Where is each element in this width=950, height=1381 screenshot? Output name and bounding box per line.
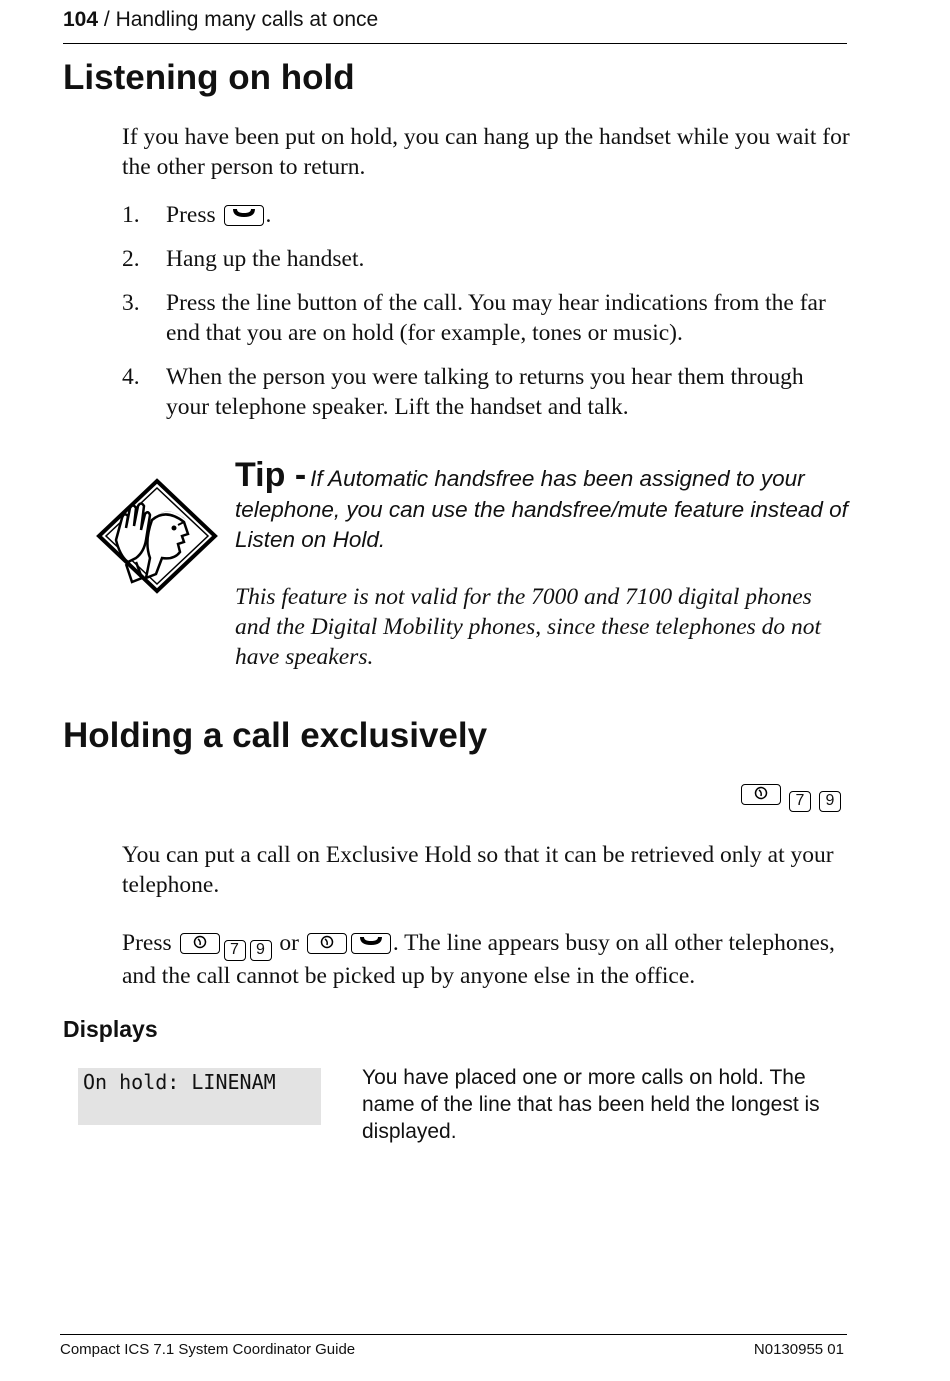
step-4 xyxy=(122,362,852,422)
page-number: 104 xyxy=(63,8,99,31)
digit-key-9: 9 xyxy=(250,940,272,961)
press-word: Press xyxy=(122,930,172,956)
step-number: 2. xyxy=(122,246,140,272)
tip-note: This feature is not valid for the 7000 and 7100 digital phones and the Digital Mobility phones, since these telephones do not have speakers. xyxy=(235,584,822,670)
step-3 xyxy=(122,288,852,348)
step-text-end: . xyxy=(265,202,272,228)
step-text: Hang up the handset. xyxy=(166,246,365,272)
listening-steps xyxy=(122,200,852,436)
or-word: or xyxy=(279,930,299,956)
header-separator: / xyxy=(98,8,116,31)
footer-doc-number: N0130955 01 xyxy=(753,1341,844,1358)
exclusive-hold-instructions xyxy=(122,928,852,991)
tip-block xyxy=(235,456,850,555)
instructions-end: . The line appears busy on all other telephones, and the call cannot be picked up by anyone else in the office. xyxy=(122,930,835,989)
digit-key-7: 7 xyxy=(224,940,246,961)
header-rule xyxy=(63,43,847,44)
listening-intro: If you have been put on hold, you can hang up the handset while you wait for the other person to return. xyxy=(122,124,850,180)
digit-key-9: 9 xyxy=(819,791,841,812)
feature-icon xyxy=(753,785,769,801)
section-title: Handling many calls at once xyxy=(115,8,379,31)
step-number: 3. xyxy=(122,290,140,316)
step-number: 4. xyxy=(122,364,140,390)
tip-lead: Tip - xyxy=(235,456,307,494)
step-2 xyxy=(122,244,852,274)
step-1 xyxy=(122,200,852,230)
feature-code xyxy=(739,784,843,812)
feature-icon xyxy=(192,934,208,950)
hold-icon xyxy=(230,206,258,220)
exclusive-hold-intro: You can put a call on Exclusive Hold so that it can be retrieved only at your telephone. xyxy=(122,842,834,898)
listening-heading: Listening on hold xyxy=(63,58,355,97)
feature-key xyxy=(307,933,347,954)
feature-icon xyxy=(319,934,335,950)
displays-heading: Displays xyxy=(63,1016,158,1042)
step-text: When the person you were talking to returns you hear them through your telephone speaker. Lift the handset and talk. xyxy=(166,364,804,420)
hold-key xyxy=(224,205,264,226)
footer-title: Compact ICS 7.1 System Coordinator Guide xyxy=(60,1341,356,1358)
holding-heading: Holding a call exclusively xyxy=(63,716,488,755)
step-text: Press xyxy=(166,202,216,228)
running-head xyxy=(63,8,378,32)
feature-key xyxy=(180,933,220,954)
step-number: 1. xyxy=(122,202,140,228)
footer-rule xyxy=(60,1334,847,1335)
display-description: You have placed one or more calls on hold. The name of the line that has been held the longest is displayed. xyxy=(362,1066,820,1143)
tip-text: If Automatic handsfree has been assigned to your telephone, you can use the handsfree/mute feature instead of Listen on Hold. xyxy=(235,466,848,552)
tip-hand-icon xyxy=(96,478,218,594)
digit-key-7: 7 xyxy=(789,791,811,812)
feature-key xyxy=(741,784,781,805)
hold-key xyxy=(351,933,391,954)
lcd-text: On hold: LINENAM xyxy=(83,1070,276,1094)
step-text: Press the line button of the call. You may hear indications from the far end that you are on hold (for example, tones or music). xyxy=(166,290,826,346)
lcd-display xyxy=(78,1068,321,1125)
hold-icon xyxy=(357,934,385,948)
